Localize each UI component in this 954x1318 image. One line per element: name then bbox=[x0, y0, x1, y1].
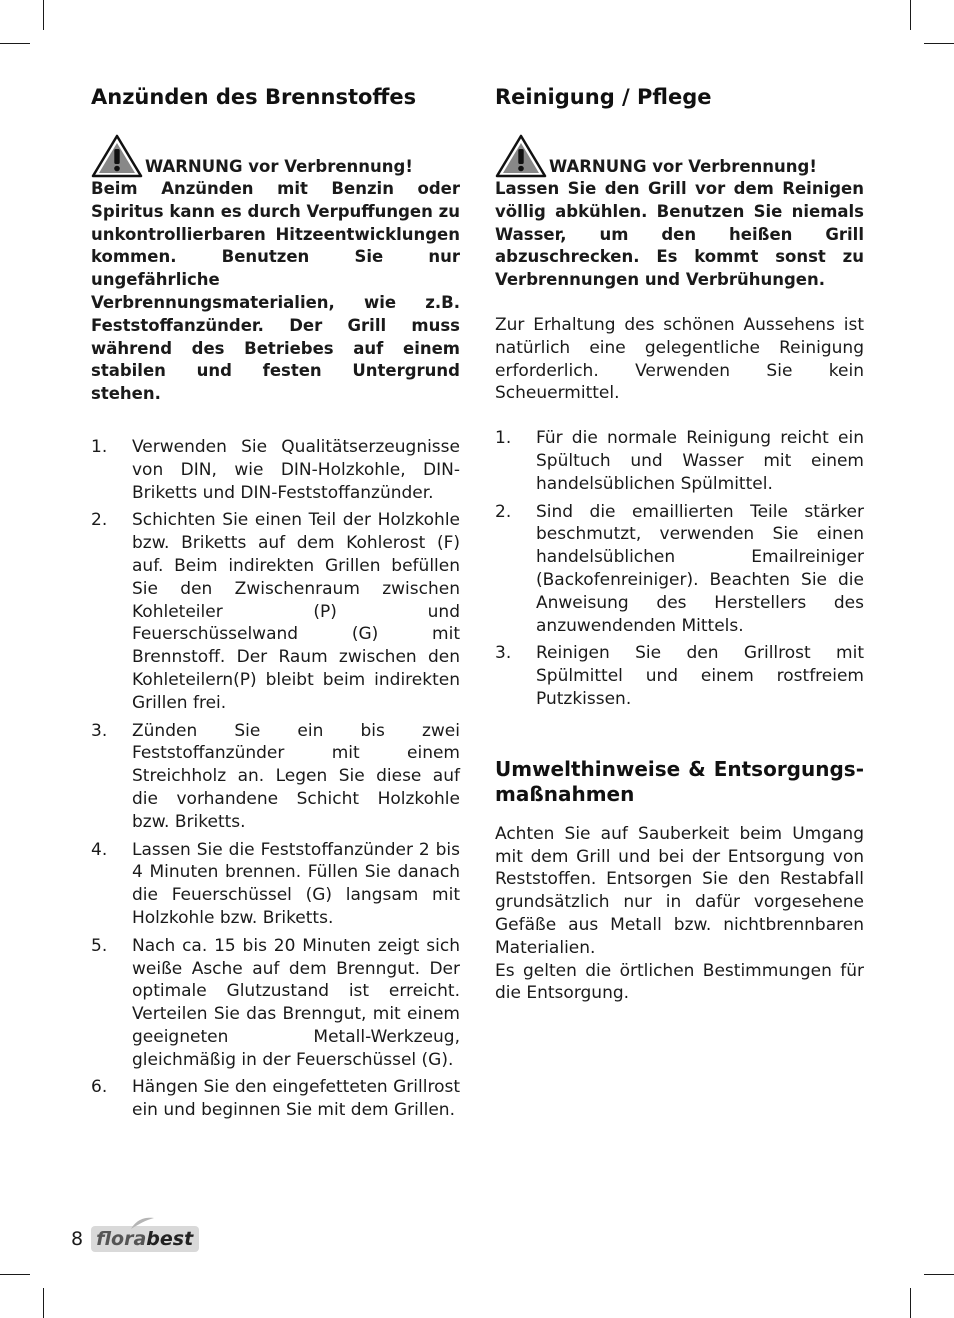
list-item: 4. Lassen Sie die Feststoffanzünder 2 bis 4 Minuten brennen. Füllen Sie danach die Feuerschüssel (G) langsam mit Holzkohle bzw. Briketts. bbox=[91, 839, 460, 928]
warning-triangle-icon bbox=[91, 134, 143, 178]
list-item: 6. Hängen Sie den eingefetteten Grillrost ein und beginnen Sie mit dem Grillen. bbox=[91, 1077, 460, 1121]
crop-mark-bottom-left-v bbox=[43, 1288, 44, 1318]
leaf-swoosh-icon bbox=[129, 1216, 155, 1230]
environment-paragraph-1: Achten Sie auf Sauberkeit beim Umgang mit dem Grill und bei der Entsorgung von Reststoffen. Entsorgen Sie den Restabfall grundsätzlich nur in dafür vorgesehene Gefäße aus Metall bzw. nichtbrennbaren Materialien. bbox=[495, 823, 864, 958]
warning-body: Beim Anzünden mit Benzin oder Spiritus kann es durch Verpuffungen zu unkontrollierbaren Hitzeentwicklungen kommen. Benutzen Sie nur ungefährliche Verbrennungsmaterialien, wie z.B. Feststoffanzünder. Der Grill muss während des Betriebes auf einem stabilen und festen Untergrund stehen. bbox=[91, 179, 460, 404]
page-footer bbox=[71, 1226, 199, 1252]
list-item: 1. Für die normale Reinigung reicht ein Spültuch und Wasser mit einem handelsüblichen Spülmittel. bbox=[495, 428, 864, 494]
environment-paragraph-2: Es gelten die örtlichen Bestimmungen für die Entsorgung. bbox=[495, 960, 864, 1004]
warning-header bbox=[495, 134, 864, 178]
list-item: 3. Zünden Sie ein bis zwei Feststoffanzünder mit einem Streichholz an. Legen Sie diese auf die vorhandene Schicht Holzkohle bzw. Briketts. bbox=[91, 720, 460, 832]
right-column bbox=[495, 84, 864, 1005]
brand-logo bbox=[91, 1226, 199, 1252]
warning-triangle-icon bbox=[495, 134, 547, 178]
logo-text-best: best bbox=[146, 1228, 194, 1250]
list-item: 3. Reinigen Sie den Grillrost mit Spülmittel und einem rostfreiem Putzkissen. bbox=[495, 643, 864, 709]
crop-mark-top-right-h bbox=[924, 43, 954, 44]
list-item: 2. Sind die emaillierten Teile stärker beschmutzt, verwenden Sie einen handelsüblichen Emailreiniger (Backofenreiniger). Beachten Sie die Anweisung des Herstellers des anzuwendenden Mittels. bbox=[495, 501, 864, 636]
left-column bbox=[91, 84, 460, 1127]
cleaning-intro: Zur Erhaltung des schönen Aussehens ist natürlich eine gelegentliche Reinigung erforderlich. Verwenden Sie kein Scheuermittel. bbox=[495, 314, 864, 404]
crop-mark-bottom-right-v bbox=[910, 1288, 911, 1318]
list-item: 5. Nach ca. 15 bis 20 Minuten zeigt sich weiße Asche auf dem Brenngut. Der optimale Glutzustand ist erreicht. Verteilen Sie das Brenngut, mit einem geeigneten Metall-Werkzeug, gleichmäßig in der Feuerschüssel (G). bbox=[91, 935, 460, 1070]
list-item: 2. Schichten Sie einen Teil der Holzkohle bzw. Briketts auf dem Kohlerost (F) auf. Beim indirekten Grillen befüllen Sie den Zwischenraum zwischen Kohleteiler (P) und Feuerschüsselwand (G) mit Brennstoff. Der Raum zwischen den Kohleteilern(P) bleibt beim indirekten Grillen frei. bbox=[91, 510, 460, 713]
crop-mark-top-right-v bbox=[910, 0, 911, 30]
section-heading-ignition: Anzünden des Brennstoffes bbox=[91, 85, 417, 109]
crop-mark-top-left-v bbox=[43, 0, 44, 30]
warning-body: Lassen Sie den Grill vor dem Reinigen völlig abkühlen. Benutzen Sie niemals Wasser, um den heißen Grill abzuschrecken. Es kommt sonst zu Verbrennungen und Verbrühungen. bbox=[495, 179, 864, 290]
warning-title: WARNUNG vor Verbrennung! bbox=[549, 157, 817, 176]
cleaning-steps-list bbox=[495, 427, 864, 711]
warning-header bbox=[91, 134, 460, 178]
page-number: 8 bbox=[71, 1228, 84, 1250]
crop-mark-top-left-h bbox=[0, 43, 30, 44]
crop-mark-bottom-right-h bbox=[924, 1274, 954, 1275]
logo-text-flora: flora bbox=[96, 1228, 147, 1250]
section-heading-environment: Umwelthinweise & Entsorgungs-maßnahmen bbox=[495, 756, 864, 806]
section-heading-cleaning: Reinigung / Pflege bbox=[495, 85, 712, 109]
list-item: 1. Verwenden Sie Qualitätserzeugnisse von DIN, wie DIN-Holzkohle, DIN-Briketts und DIN-Feststoffanzünder. bbox=[91, 436, 460, 503]
warning-title: WARNUNG vor Verbrennung! bbox=[145, 157, 413, 176]
ignition-steps-list bbox=[91, 436, 460, 1122]
crop-mark-bottom-left-h bbox=[0, 1274, 30, 1275]
